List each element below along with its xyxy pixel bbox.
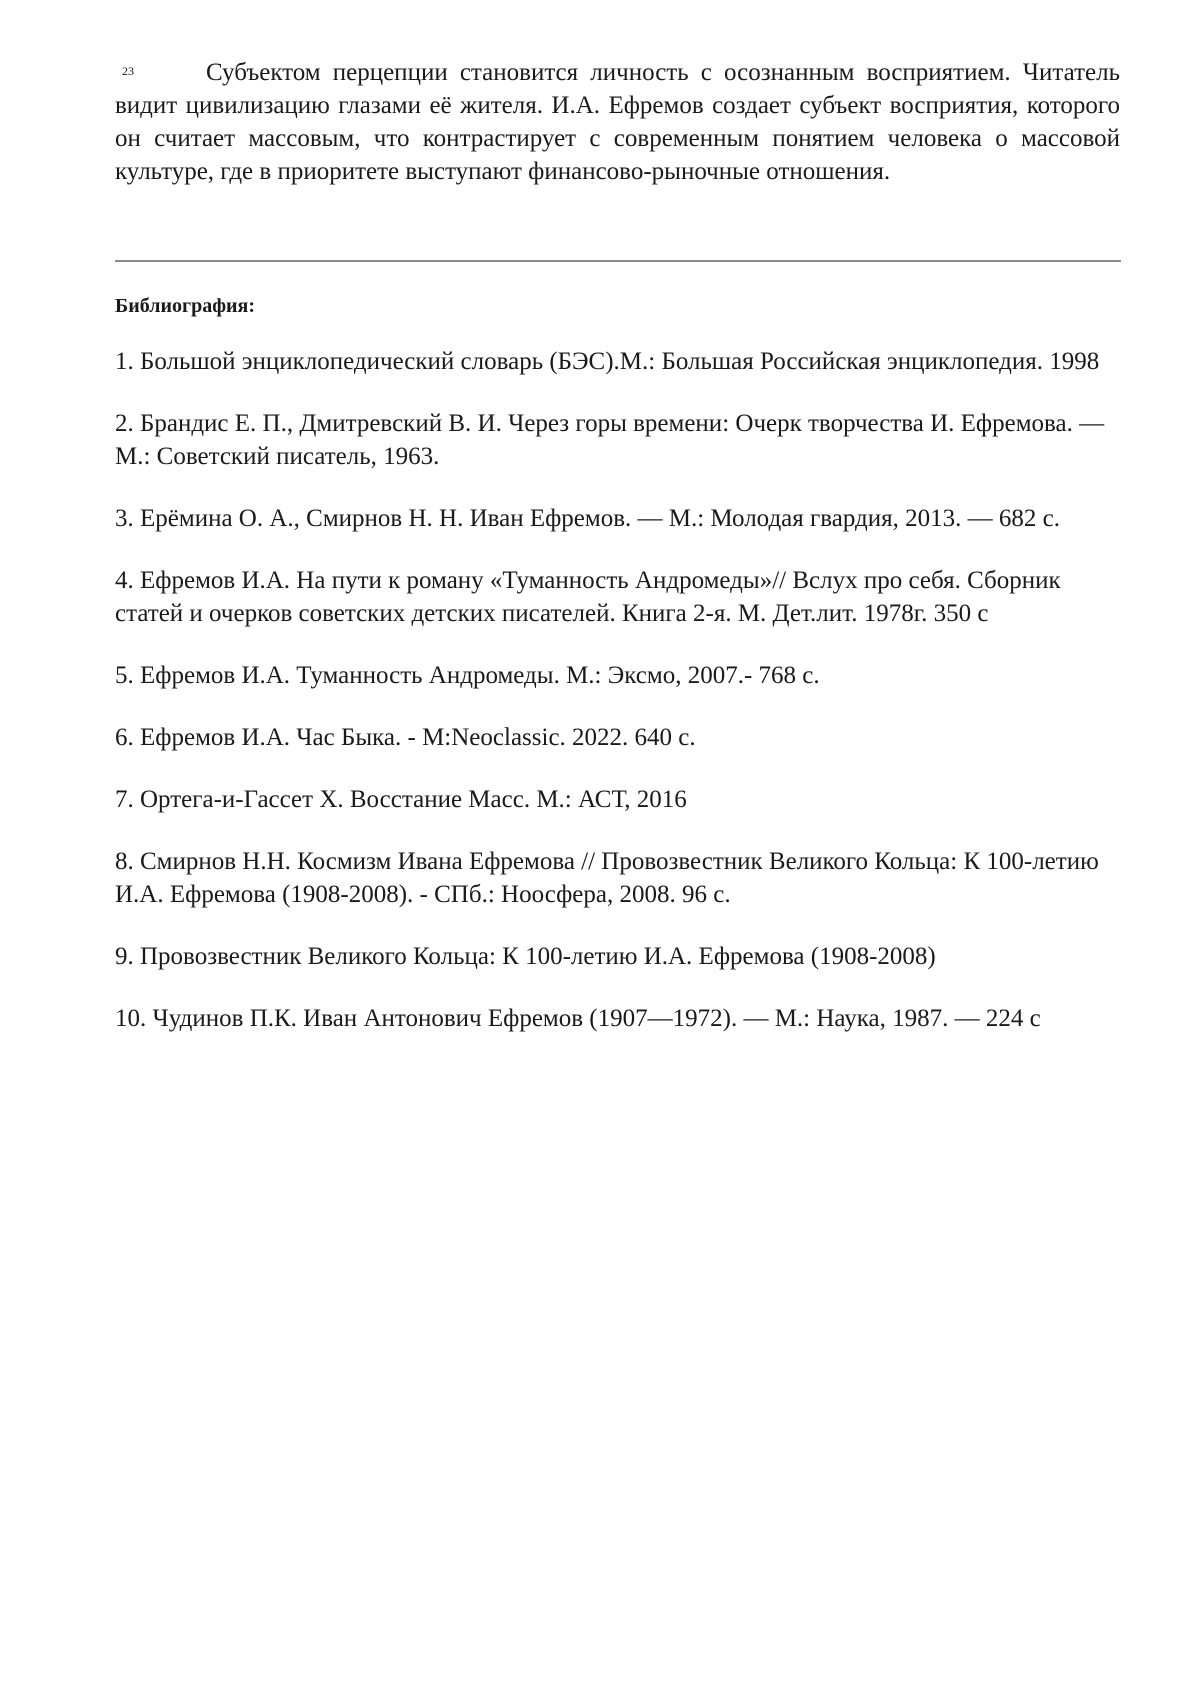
section-divider	[115, 260, 1121, 262]
bibliography-item: 4. Ефремов И.А. На пути к роману «Туманность Андромеды»// Вслух про себя. Сборник статей и очерков советских детских писателей. Книга 2-я. М. Дет.лит. 1978г. 350 с	[115, 564, 1125, 630]
bibliography-item: 5. Ефремов И.А. Туманность Андромеды. М.: Эксмо, 2007.- 768 с.	[115, 659, 1125, 692]
bibliography-item: 10. Чудинов П.К. Иван Антонович Ефремов (1907—1972). — М.: Наука, 1987. — 224 с	[115, 1002, 1125, 1035]
bibliography-list	[115, 345, 1125, 1064]
footnote-number: 23	[122, 64, 134, 78]
bibliography-item: 8. Смирнов Н.Н. Космизм Ивана Ефремова // Провозвестник Великого Кольца: К 100-летию И.А. Ефремова (1908-2008). - СПб.: Ноосфера, 2008. 96 с.	[115, 845, 1125, 911]
document-page	[0, 0, 1200, 1698]
bibliography-item: 6. Ефремов И.А. Час Быка. - М:Neoclassic. 2022. 640 с.	[115, 721, 1125, 754]
bibliography-heading: Библиография:	[115, 293, 255, 319]
bibliography-item: 7. Ортега-и-Гассет Х. Восстание Масс. М.: АСТ, 2016	[115, 783, 1125, 816]
bibliography-item: 1. Большой энциклопедический словарь (БЭС).М.: Большая Российская энциклопедия. 1998	[115, 345, 1125, 378]
footnote-text: Субъектом перцепции становится личность с осознанным восприятием. Читатель видит цивилизацию глазами её жителя. И.А. Ефремов создает субъект восприятия, которого он считает массовым, что контрастирует с современным понятием человека о массовой культуре, где в приоритете выступают финансово-рыночные отношения.	[115, 56, 1120, 188]
bibliography-item: 3. Ерёмина О. А., Смирнов Н. Н. Иван Ефремов. — М.: Молодая гвардия, 2013. — 682 с.	[115, 502, 1125, 535]
bibliography-item: 2. Брандис Е. П., Дмитревский В. И. Через горы времени: Очерк творчества И. Ефремова. — М.: Советский писатель, 1963.	[115, 407, 1125, 473]
bibliography-item: 9. Провозвестник Великого Кольца: К 100-летию И.А. Ефремова (1908-2008)	[115, 940, 1125, 973]
